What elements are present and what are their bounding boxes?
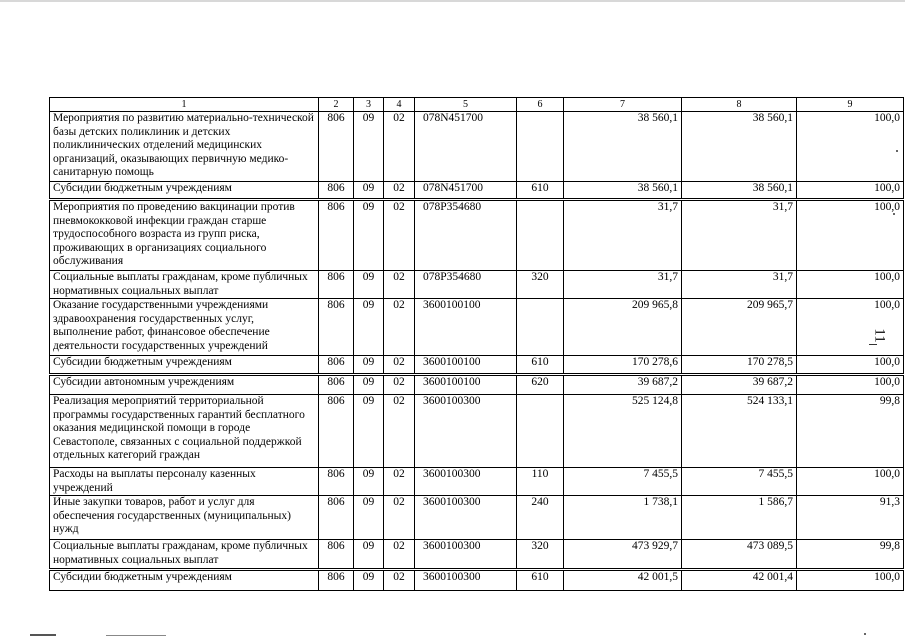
row-name-cell: Мероприятия по проведению вакцинации против пневмококковой инфекции граждан старше трудоспособного возраста из групп риска, проживающих в организациях социального обслуживания: [50, 200, 319, 271]
row-name-cell: Социальные выплаты гражданам, кроме публичных нормативных социальных выплат: [50, 271, 319, 299]
row-name-cell: Оказание государственными учреждениями здравоохранения государственных услуг, выполнение работ, финансовое обеспечение деятельности государственных учреждений: [50, 299, 319, 356]
agency-code-cell: 806: [319, 540, 354, 570]
executed-amount-cell: 42 001,4: [682, 570, 797, 591]
expense-type-cell: [517, 299, 564, 356]
execution-percent-cell: 91,3: [797, 496, 904, 540]
planned-amount-cell: 209 965,8: [564, 299, 682, 356]
executed-amount-cell: 7 455,5: [682, 468, 797, 496]
table-header-row: [50, 98, 904, 112]
table-row: [50, 182, 904, 200]
agency-code-cell: 806: [319, 395, 354, 468]
budget-table: [49, 97, 904, 591]
execution-percent-cell: 100,0: [797, 375, 904, 395]
subsection-code-cell: 02: [384, 395, 415, 468]
planned-amount-cell: 31,7: [564, 200, 682, 271]
section-code-cell: 09: [354, 182, 384, 200]
table-row: [50, 496, 904, 540]
column-header: 5: [415, 98, 517, 112]
section-code-cell: 09: [354, 468, 384, 496]
subsection-code-cell: 02: [384, 375, 415, 395]
section-code-cell: 09: [354, 375, 384, 395]
row-name-cell: Реализация мероприятий территориальной программы государственных гарантий бесплатного оказания медицинской помощи в городе Севастополе, связанных с социальной поддержкой отдельных категорий граждан: [50, 395, 319, 468]
expense-type-cell: 610: [517, 356, 564, 375]
planned-amount-cell: 39 687,2: [564, 375, 682, 395]
row-name-cell: Субсидии бюджетным учреждениям: [50, 570, 319, 591]
column-header: 9: [797, 98, 904, 112]
subsection-code-cell: 02: [384, 200, 415, 271]
column-header: 1: [50, 98, 319, 112]
expense-type-cell: 620: [517, 375, 564, 395]
expense-type-cell: 610: [517, 182, 564, 200]
agency-code-cell: 806: [319, 271, 354, 299]
target-article-cell: 3600100300: [415, 570, 517, 591]
execution-percent-cell: 100,0: [797, 570, 904, 591]
column-header: 6: [517, 98, 564, 112]
page-number: 11: [871, 328, 888, 343]
expense-type-cell: 320: [517, 271, 564, 299]
execution-percent-cell: 100,0: [797, 356, 904, 375]
subsection-code-cell: 02: [384, 112, 415, 182]
executed-amount-cell: 170 278,5: [682, 356, 797, 375]
subsection-code-cell: 02: [384, 356, 415, 375]
agency-code-cell: 806: [319, 112, 354, 182]
agency-code-cell: 806: [319, 496, 354, 540]
row-name-cell: Субсидии автономным учреждениям: [50, 375, 319, 395]
column-header: 2: [319, 98, 354, 112]
target-article-cell: 3600100300: [415, 468, 517, 496]
agency-code-cell: 806: [319, 299, 354, 356]
table-row: [50, 299, 904, 356]
scan-artifact: [893, 213, 895, 215]
subsection-code-cell: 02: [384, 299, 415, 356]
planned-amount-cell: 473 929,7: [564, 540, 682, 570]
executed-amount-cell: 1 586,7: [682, 496, 797, 540]
execution-percent-cell: 100,0: [797, 200, 904, 271]
target-article-cell: 078P354680: [415, 271, 517, 299]
table-row: [50, 356, 904, 375]
target-article-cell: 3600100100: [415, 356, 517, 375]
expense-type-cell: [517, 395, 564, 468]
expense-type-cell: 110: [517, 468, 564, 496]
section-code-cell: 09: [354, 271, 384, 299]
table-row: [50, 112, 904, 182]
agency-code-cell: 806: [319, 468, 354, 496]
target-article-cell: 078N451700: [415, 182, 517, 200]
planned-amount-cell: 38 560,1: [564, 182, 682, 200]
table-row: [50, 271, 904, 299]
row-name-cell: Субсидии бюджетным учреждениям: [50, 182, 319, 200]
column-header: 8: [682, 98, 797, 112]
expense-type-cell: 240: [517, 496, 564, 540]
target-article-cell: 078P354680: [415, 200, 517, 271]
executed-amount-cell: 31,7: [682, 200, 797, 271]
page-number-tick: [869, 344, 877, 345]
row-name-cell: Субсидии бюджетным учреждениям: [50, 356, 319, 375]
row-name-cell: Иные закупки товаров, работ и услуг для обеспечения государственных (муниципальных) нужд: [50, 496, 319, 540]
expense-type-cell: [517, 112, 564, 182]
scan-artifact: [896, 150, 898, 152]
table-row: [50, 468, 904, 496]
subsection-code-cell: 02: [384, 468, 415, 496]
section-code-cell: 09: [354, 540, 384, 570]
planned-amount-cell: 42 001,5: [564, 570, 682, 591]
executed-amount-cell: 38 560,1: [682, 112, 797, 182]
expense-type-cell: [517, 200, 564, 271]
subsection-code-cell: 02: [384, 540, 415, 570]
target-article-cell: 3600100300: [415, 496, 517, 540]
row-name-cell: Расходы на выплаты персоналу казенных учреждений: [50, 468, 319, 496]
executed-amount-cell: 38 560,1: [682, 182, 797, 200]
target-article-cell: 3600100300: [415, 395, 517, 468]
executed-amount-cell: 524 133,1: [682, 395, 797, 468]
scan-artifact: [106, 635, 166, 636]
agency-code-cell: 806: [319, 200, 354, 271]
target-article-cell: 3600100100: [415, 299, 517, 356]
subsection-code-cell: 02: [384, 271, 415, 299]
executed-amount-cell: 31,7: [682, 271, 797, 299]
row-name-cell: Мероприятия по развитию материально-технической базы детских поликлиник и детских поликлинических отделений медицинских организаций, оказывающих первичную медико-санитарную помощь: [50, 112, 319, 182]
column-header: 4: [384, 98, 415, 112]
column-header: 3: [354, 98, 384, 112]
execution-percent-cell: 100,0: [797, 271, 904, 299]
target-article-cell: 3600100100: [415, 375, 517, 395]
planned-amount-cell: 1 738,1: [564, 496, 682, 540]
table-row: [50, 570, 904, 591]
section-code-cell: 09: [354, 356, 384, 375]
section-code-cell: 09: [354, 299, 384, 356]
expense-type-cell: 320: [517, 540, 564, 570]
agency-code-cell: 806: [319, 570, 354, 591]
executed-amount-cell: 209 965,7: [682, 299, 797, 356]
subsection-code-cell: 02: [384, 182, 415, 200]
section-code-cell: 09: [354, 496, 384, 540]
planned-amount-cell: 31,7: [564, 271, 682, 299]
planned-amount-cell: 170 278,6: [564, 356, 682, 375]
subsection-code-cell: 02: [384, 496, 415, 540]
row-name-cell: Социальные выплаты гражданам, кроме публичных нормативных социальных выплат: [50, 540, 319, 570]
expense-type-cell: 610: [517, 570, 564, 591]
execution-percent-cell: 100,0: [797, 112, 904, 182]
agency-code-cell: 806: [319, 375, 354, 395]
executed-amount-cell: 473 089,5: [682, 540, 797, 570]
planned-amount-cell: 525 124,8: [564, 395, 682, 468]
table-row: [50, 200, 904, 271]
table-row: [50, 375, 904, 395]
planned-amount-cell: 7 455,5: [564, 468, 682, 496]
execution-percent-cell: 99,8: [797, 540, 904, 570]
section-code-cell: 09: [354, 395, 384, 468]
execution-percent-cell: 100,0: [797, 468, 904, 496]
target-article-cell: 078N451700: [415, 112, 517, 182]
table-row: [50, 395, 904, 468]
executed-amount-cell: 39 687,2: [682, 375, 797, 395]
agency-code-cell: 806: [319, 182, 354, 200]
target-article-cell: 3600100300: [415, 540, 517, 570]
section-code-cell: 09: [354, 200, 384, 271]
execution-percent-cell: 100,0: [797, 182, 904, 200]
page-top-edge: [0, 0, 905, 2]
table-row: [50, 540, 904, 570]
section-code-cell: 09: [354, 112, 384, 182]
planned-amount-cell: 38 560,1: [564, 112, 682, 182]
column-header: 7: [564, 98, 682, 112]
execution-percent-cell: 100,0: [797, 299, 904, 356]
execution-percent-cell: 99,8: [797, 395, 904, 468]
scan-artifact: [864, 633, 866, 635]
scan-artifact: [30, 634, 56, 636]
subsection-code-cell: 02: [384, 570, 415, 591]
agency-code-cell: 806: [319, 356, 354, 375]
section-code-cell: 09: [354, 570, 384, 591]
